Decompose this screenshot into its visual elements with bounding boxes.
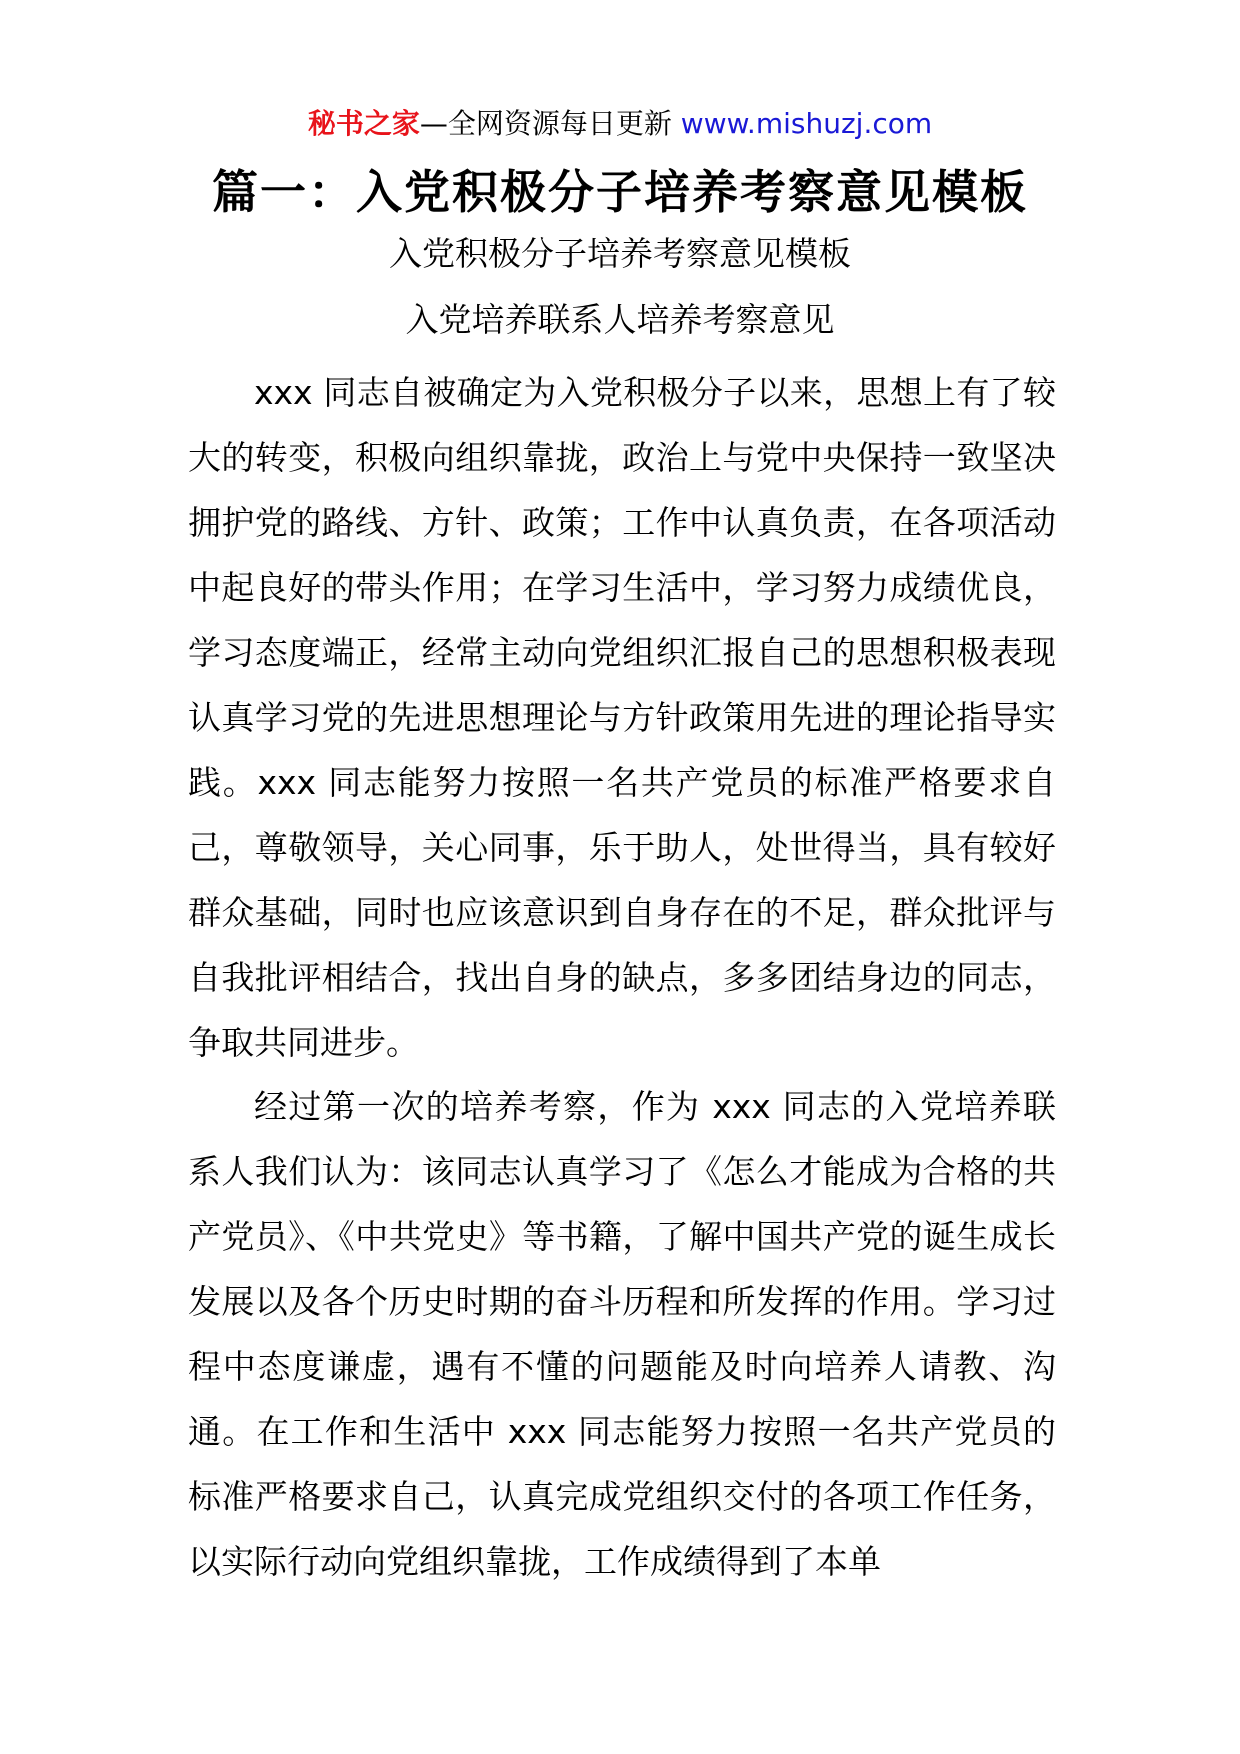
document-subtitle: 入党积极分子培养考察意见模板 bbox=[389, 234, 851, 273]
body-paragraph: 经过第一次的培养考察，作为 xxx 同志的入党培养联系人我们认为：该同志认真学习了《怎么才能成为合格的共产党员》、《中共党史》等书籍，了解中国共产党的诞生成长发展以及各个历史时期的奋斗历程和所发挥的作用。学习过程中态度谦虚，遇有不懂的问题能及时向培养人请教、沟通。在工作和生活中 xxx 同志能努力按照一名共产党员的标准严格要求自己，认真完成党组织交付的各项工作任务，以实际行动向党组织靠拢，工作成绩得到了本单 bbox=[188, 1087, 1056, 1581]
site-banner bbox=[0, 104, 1240, 144]
banner-slogan: —全网资源每日更新 bbox=[419, 107, 672, 140]
brand-name: 秘书之家 bbox=[307, 107, 420, 140]
section-heading: 入党培养联系人培养考察意见 bbox=[405, 300, 835, 339]
site-url-link[interactable]: www.mishuzj.com bbox=[680, 107, 933, 140]
body-paragraph: xxx 同志自被确定为入党积极分子以来，思想上有了较大的转变，积极向组织靠拢，政治上与党中央保持一致坚决拥护党的路线、方针、政策；工作中认真负责，在各项活动中起良好的带头作用；在学习生活中，学习努力成绩优良，学习态度端正，经常主动向党组织汇报自己的思想积极表现认真学习党的先进思想理论与方针政策用先进的理论指导实践。xxx 同志能努力按照一名共产党员的标准严格要求自己，尊敬领导，关心同事，乐于助人，处世得当，具有较好群众基础，同时也应该意识到自身存在的不足，群众批评与自我批评相结合，找出自身的缺点，多多团结身边的同志，争取共同进步。 bbox=[188, 373, 1056, 1062]
document-title: 篇一：入党积极分子培养考察意见模板 bbox=[212, 165, 1028, 219]
